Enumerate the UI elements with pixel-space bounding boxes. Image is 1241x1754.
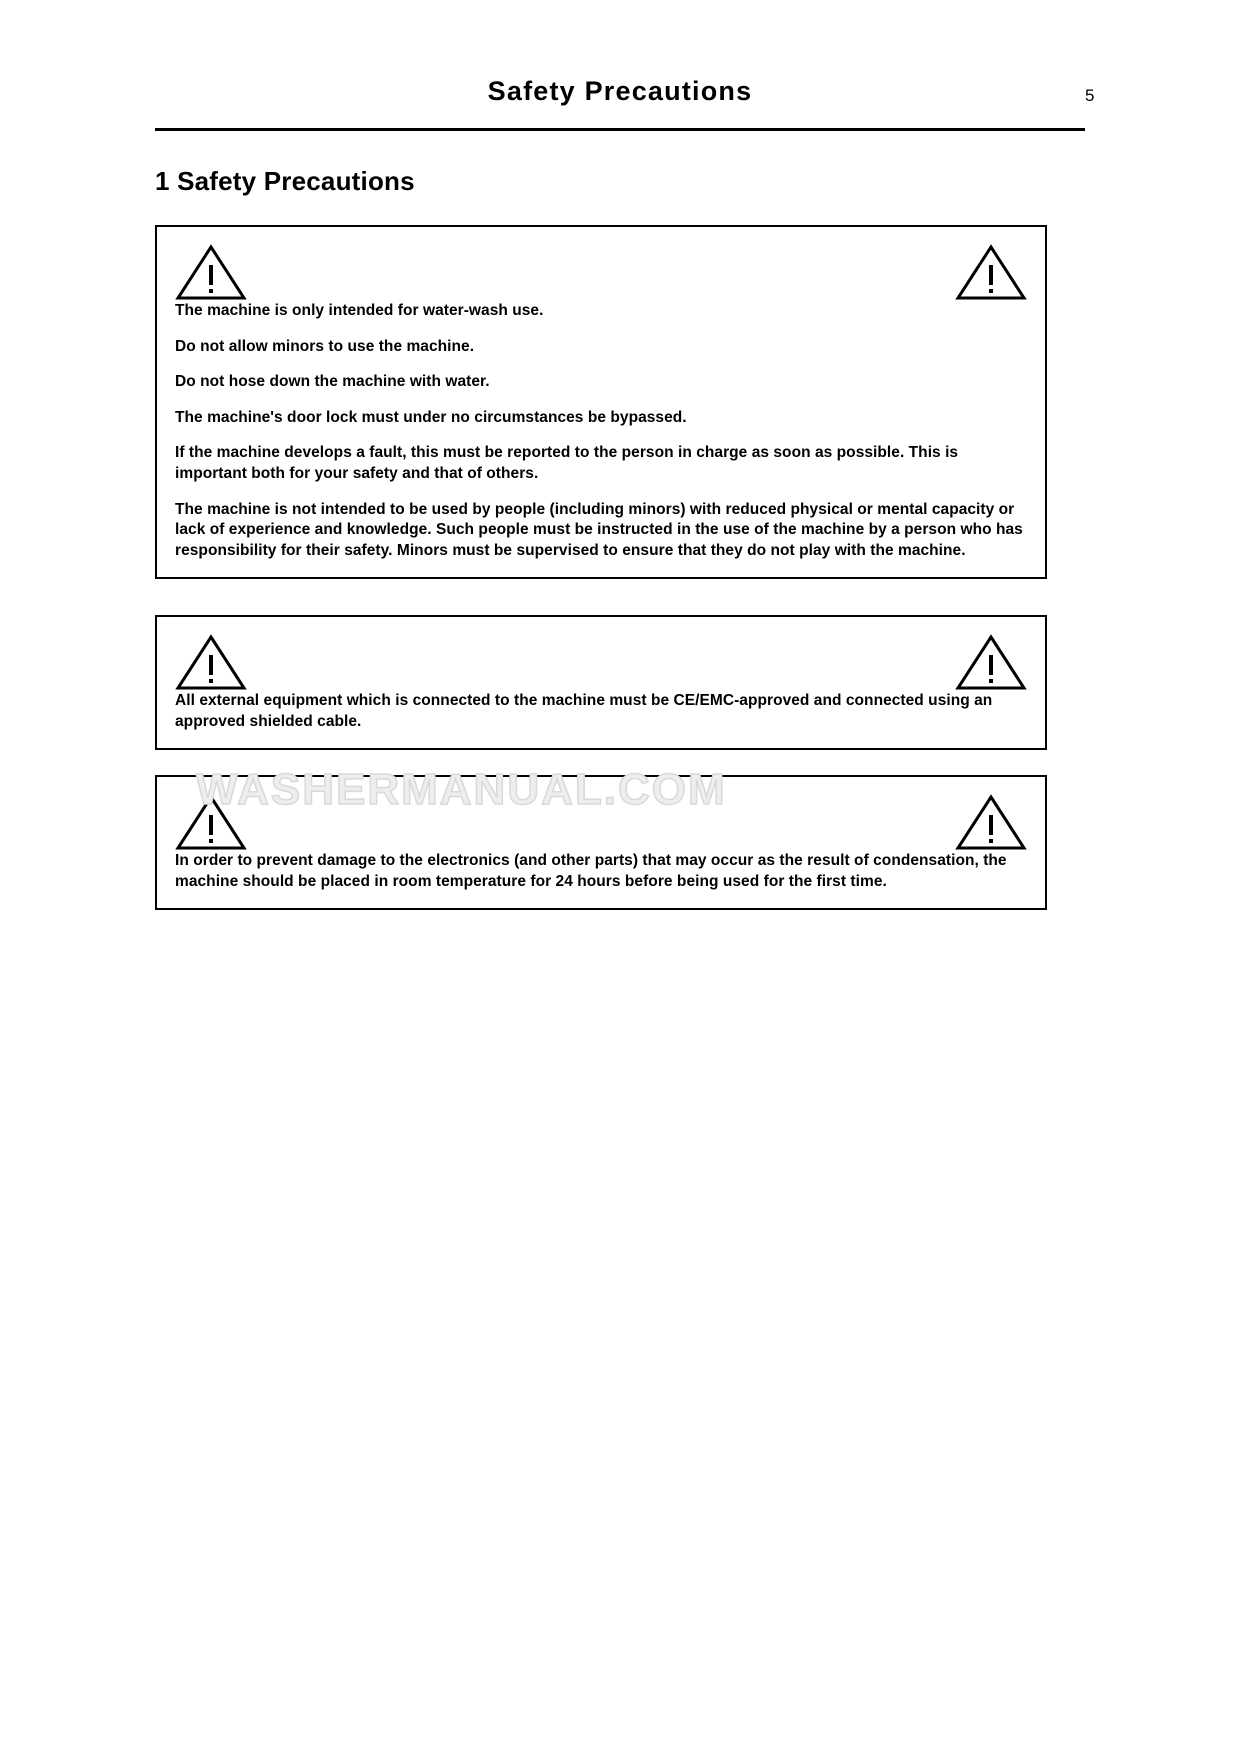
warning-paragraph: All external equipment which is connected to the machine must be CE/EMC-approved and connected using an approved shielded cable. — [175, 692, 993, 730]
page-title: Safety Precautions — [487, 76, 753, 106]
warning-text-block — [157, 301, 1045, 577]
warning-paragraph: Do not hose down the machine with water. — [175, 373, 490, 391]
warning-triangle-icon — [175, 243, 247, 301]
warning-paragraph: The machine is only intended for water-wash use. — [175, 302, 544, 319]
section-heading: 1 Safety Precautions — [155, 166, 415, 196]
warning-icon-row — [157, 777, 1045, 851]
warning-text-block — [157, 851, 1045, 908]
warning-box-external-equipment — [155, 615, 1047, 750]
warning-icon-row — [157, 617, 1045, 691]
warning-box-general — [155, 225, 1047, 579]
warning-paragraph: Do not allow minors to use the machine. — [175, 337, 475, 355]
warning-triangle-icon — [175, 633, 247, 691]
warning-paragraph: The machine is not intended to be used by people (including minors) with reduced physical or mental capacity or lack of experience and knowledge. Such people must be instructed in the use of the machine by a person who has responsibility for their safety. Minors must be supervised to ensure that they do not play with the machine. — [175, 500, 1023, 559]
warning-triangle-icon — [955, 633, 1027, 691]
warning-triangle-icon — [955, 793, 1027, 851]
warning-paragraph: If the machine develops a fault, this must be reported to the person in charge as soon as possible. This is important both for your safety and that of others. — [175, 444, 959, 483]
warning-box-condensation — [155, 775, 1047, 910]
header-divider — [155, 128, 1085, 131]
watermark: WASHERMANUAL.COM — [196, 765, 727, 814]
warning-triangle-icon — [955, 243, 1027, 301]
warning-paragraph: In order to prevent damage to the electronics (and other parts) that may occur as the result of condensation, the machine should be placed in room temperature for 24 hours before being used for the first time. — [175, 852, 1007, 890]
warning-triangle-icon — [175, 793, 247, 851]
warning-text-block — [157, 691, 1045, 748]
warning-icon-row — [157, 227, 1045, 301]
warning-paragraph: The machine's door lock must under no circumstances be bypassed. — [175, 408, 687, 426]
page-number: 5 — [1085, 86, 1095, 105]
